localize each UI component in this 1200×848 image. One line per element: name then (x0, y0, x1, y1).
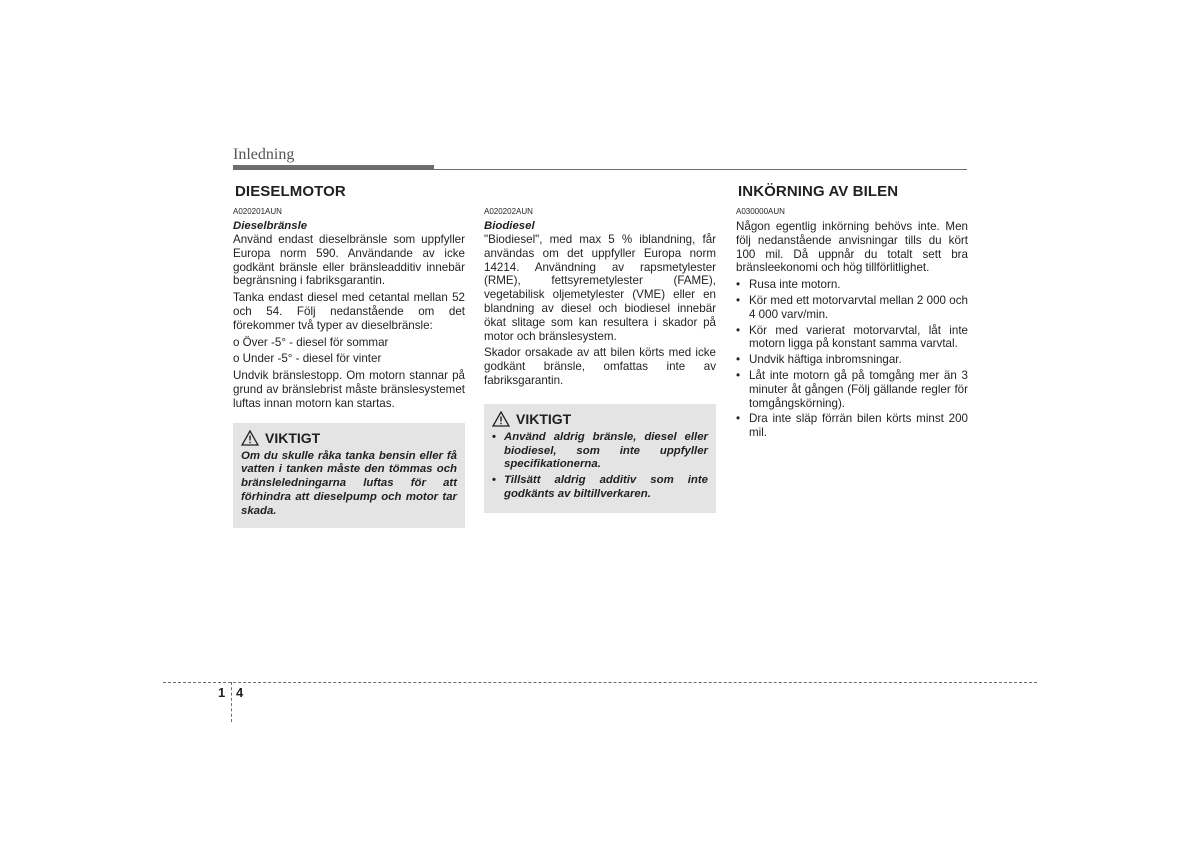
section-title: Inledning (233, 146, 295, 163)
heading-inkorning: INKÖRNING AV BILEN (738, 183, 899, 200)
warning-list-item: • Tillsätt aldrig additiv som inte godkänts av biltillverkaren. (492, 474, 708, 500)
footer-rule (163, 682, 1037, 683)
reference-code: A020202AUN (484, 207, 533, 216)
warning-box (484, 404, 716, 513)
list-item: • Rusa inte motorn. (736, 278, 841, 292)
chapter-number: 1 (218, 685, 226, 700)
reference-code: A030000AUN (736, 207, 785, 216)
paragraph: Tanka endast diesel med cetantal mellan 52 och 54. Följ nedanstående om det förekommer två typer av dieselbränsle: (233, 291, 465, 332)
subheading-biodiesel: Biodiesel (484, 220, 535, 232)
warning-list (492, 431, 708, 502)
warning-title: VIKTIGT (265, 429, 321, 446)
list-item: • Kör med ett motorvarvtal mellan 2 000 och 4 000 varv/min. (736, 293, 968, 321)
column-dieselmotor (233, 183, 465, 528)
column-biodiesel (484, 183, 716, 513)
reference-code: A020201AUN (233, 207, 282, 216)
paragraph: o Under -5° - diesel för vinter (233, 352, 382, 366)
paragraph: Använd endast dieselbränsle som uppfyller Europa norm 590. Användande av icke godkänt bränsle eller bränsleadditiv innebär begränsning i fabriksgarantin. (233, 233, 465, 288)
list-item: • Låt inte motorn gå på tomgång mer än 3 minuter åt gången (Följ gällande regler för tomgångskörning). (736, 368, 968, 410)
list-item: • Dra inte släp förrän bilen körts minst 200 mil. (736, 412, 968, 440)
paragraph: o Över -5° - diesel för sommar (233, 335, 389, 349)
footer-divider (231, 682, 232, 722)
bullet-list (736, 278, 968, 440)
paragraph: Undvik bränslestopp. Om motorn stannar på grund av bränslebrist måste bränslesystemet luftas innan motorn kan startas. (233, 369, 465, 410)
paragraph: Skador orsakade av att bilen körts med icke godkänt bränsle, omfattas inte av fabriksgarantin. (484, 346, 716, 387)
header-rule (233, 169, 967, 170)
paragraph: Någon egentlig inkörning behövs inte. Men följ nedanstående anvisningar tills du kört 100 mil. Då uppnår du totalt sett bra bränsleekonomi och hög tillförlitlighet. (736, 220, 968, 275)
warning-box (233, 423, 465, 528)
warning-title-row (241, 430, 457, 446)
page-number: 4 (236, 685, 244, 700)
warning-icon (492, 411, 510, 427)
heading-dieselmotor: DIESELMOTOR (235, 183, 346, 200)
warning-icon (241, 430, 259, 446)
list-item: • Undvik häftiga inbromsningar. (736, 353, 902, 367)
warning-text: Om du skulle råka tanka bensin eller få vatten i tanken måste den tömmas och bränsleledningarna luftas för att förhindra att dieselpump och motor tar skada. (241, 449, 457, 517)
warning-title: VIKTIGT (516, 410, 572, 427)
subheading-dieselbransle: Dieselbränsle (233, 220, 308, 232)
warning-list-item: • Använd aldrig bränsle, diesel eller biodiesel, som inte uppfyller specifikationerna. (492, 430, 708, 471)
list-item: • Kör med varierat motorvarvtal, låt inte motorn ligga på konstant samma varvtal. (736, 323, 968, 351)
column-inkorning (736, 183, 968, 442)
paragraph: "Biodiesel", med max 5 % iblandning, får användas om det uppfyller Europa norm 14214. Användning av rapsmetylester (RME), fettsyremetylester (FAME), vegetabilisk oljemetylester (VME) eller en blandning av diesel och biodiesel innebär ökat slitage som kan resultera i skador på motor och bränslesystem. (484, 233, 716, 343)
warning-title-row (492, 411, 708, 427)
